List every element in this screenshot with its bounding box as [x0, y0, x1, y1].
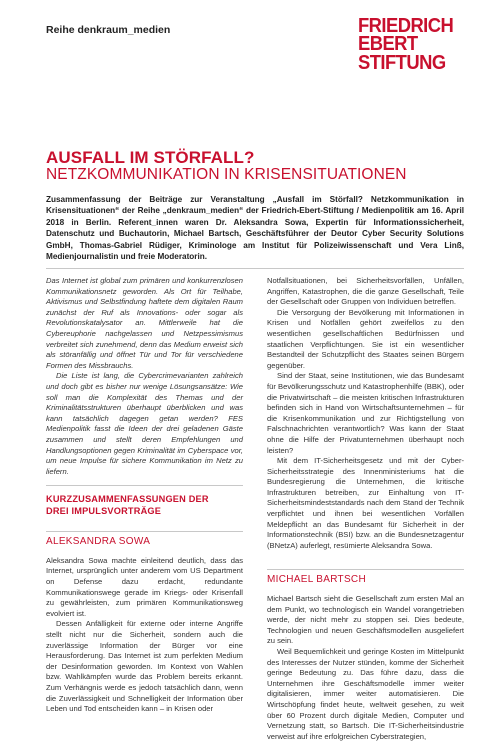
body-paragraph: Michael Bartsch sieht die Gesellschaft zum ersten Mal an dem Punkt, wo technologisch ein Wandel vorangetrieben werde, der nicht mehr zu stoppen sei. Dies bedeute, Technologien und neuen Geschäftsmodellen ausgeliefert zu sein.	[267, 594, 464, 646]
body-paragraph: Mit dem IT-Sicherheitsgesetz und mit der Cyber-Sicherheitsstrategie des Innenministeriums hat die Bundesregierung die Unternehmen, die kritische Infrastrukturen betreiben, zur Einhaltung von IT-Sicherheitsmindeststandards nach dem Stand der Technik verpflichtet und ihnen bei wesentlichen Vorfällen Meldepflicht an das Bundesamt für Sicherheit in der Informationstechnik (BSI) bzw. an die Bundesnetzagentur (BNetzA) auferlegt, resümierte Aleksandra Sowa.	[267, 456, 464, 550]
left-column	[46, 276, 243, 715]
logo-line-1: FRIEDRICH	[358, 15, 454, 37]
logo-line-2: EBERT	[358, 33, 418, 56]
speaker-heading-bartsch: MICHAEL BARTSCH	[267, 569, 464, 586]
section-divider	[46, 268, 464, 269]
speaker-heading-sowa: ALEKSANDRA SOWA	[46, 531, 243, 548]
column-divider	[46, 485, 243, 486]
body-paragraph: Die Versorgung der Bevölkerung mit Informationen in Krisen und Notfällen gehört zweifellos zu den wesentlichen gesellschaftlichen Bedürfnissen und staatlichen Verpflichtungen. Sie ist ein wesentlicher Bestandteil der Schutzpflicht des Staates seinen Bürgern gegenüber.	[267, 307, 464, 370]
document-title: AUSFALL IM STÖRFALL?	[46, 148, 255, 167]
document-subtitle: NETZKOMMUNIKATION IN KRISENSITUATIONEN	[46, 166, 407, 183]
body-paragraph: Dessen Anfälligkeit für externe oder interne Angriffe stellt nicht nur die Sicherheit, sondern auch die zuverlässige Information der Bürger vor eine Herausforderung. Das Internet ist zum perfekten Medium der Desinformation geworden. Im Kontext von Wahlen bzw. Wahlkämpfen wurde das Problem bereits erkannt. Zum Verhängnis werde es jedoch tatsächlich dann, wenn die Zuverlässigkeit und Schnelligkeit der Information über Leben und Tod entscheiden kann – in Krisen oder	[46, 619, 243, 714]
section-heading: KURZZUSAMMENFASSUNGEN DER DREI IMPULSVORTRÄGE	[46, 494, 209, 516]
logo-line-3: STIFTUNG	[358, 51, 446, 74]
lead-paragraph-2: Die Liste ist lang, die Cybercrimevarianten zahlreich und doch gibt es bisher nur wenige Lösungsansätze: Wie soll man die Komplexität des Themas und der Kriminalitätsstrukturen überhaupt überblicken und was kann tatsächlich dagegen getan werden? FES Medienpolitik fasst die Ideen der drei geladenen Gäste zusammen und stellt deren Empfehlungen und Handlungsoptionen gegen Kriminalität im Cyberspace vor, um neue Impulse für sichere Kommunikation im Netz zu liefern.	[46, 371, 243, 476]
fes-logo	[358, 17, 457, 72]
body-paragraph: Weil Bequemlichkeit und geringe Kosten im Mittelpunkt des Interesses der Nutzer stünden, komme der Sicherheit geringe Bedeutung zu. Das führe dazu, dass die Unternehmen ihre Geschäftsmodelle immer weiter digitalisieren, immer weiter automatisieren. Die Wirtschöpfung findet heute, weltweit gesehen, zu weit über 60 Prozent durch digitale Medien, Computer und Vernetzung statt, so Bartsch. Die IT-Sicherheitsindustrie verweist auf ihre erfolgreichen Cyberstrategien,	[267, 647, 464, 741]
body-paragraph: Notfallsituationen, bei Sicherheitsvorfällen, Unfällen, Angriffen, Katastrophen, die die ganze Gesellschaft, Teile der Gesellschaft oder Gruppen von Individuen betreffen.	[267, 276, 464, 307]
body-paragraph: Aleksandra Sowa machte einleitend deutlich, dass das Internet, ursprünglich unter anderem vom US Department on Defense dazu erdacht, redundante Kommunikationswege gerade im Kriegs- oder Krisenfall zu gewährleisten, zum primären Kommunikationsweg evolviert ist.	[46, 555, 243, 618]
lead-paragraph-1: Das Internet ist global zum primären und konkurrenzlosen Kommunikationsnetz geworden. Als Ort für Teilhabe, Aktivismus und Selbstfindung haftete dem digitalen Raum zunächst der Ruf als Innovations- oder sogar als Revolutionskatalysator an. Mittlerweile hat die Cybereuphorie nachgelassen und Netzpessimismus verbreitet sich zunehmend, denn das Medium erweist sich als störanfällig und öffnet Tür und Tor für verschiedene Formen des Missbrauchs.	[46, 276, 243, 370]
body-paragraph: Sind der Staat, seine Institutionen, wie das Bundesamt für Bevölkerungsschutz und Katastrophenhilfe (BBK), oder die Privatwirtschaft – die meisten kritischen Infrastrukturen befinden sich in Hand von Wirtschaftsunternehmen – für die Krisenkommunikation und zur Richtigstellung von Falschnachrichten verantwortlich? Was kann der Staat ohne die Hilfe der Privatunternehmen überhaupt noch leisten?	[267, 371, 464, 455]
right-column	[267, 276, 464, 742]
series-label: Reihe denkraum_medien	[46, 24, 171, 36]
intro-summary: Zusammenfassung der Beiträge zur Veranstaltung „Ausfall im Störfall? Netzkommunikation in Krisensituationen“ der Reihe „denkraum_medien“ der Friedrich-Ebert-Stiftung / Medienpolitik am 16. April 2018 in Berlin. Referent_innen waren Dr. Aleksandra Sowa, Expertin für Informationssicherheit, Datenschutz und Buchautorin, Michael Bartsch, Geschäftsführer der Deutor Cyber Security Solutions GmbH, Thomas-Gabriel Rüdiger, Kriminologe am Institut für Polizeiwissenschaft und Vera Linß, Medienjournalistin und freie Moderatorin.	[46, 195, 464, 262]
